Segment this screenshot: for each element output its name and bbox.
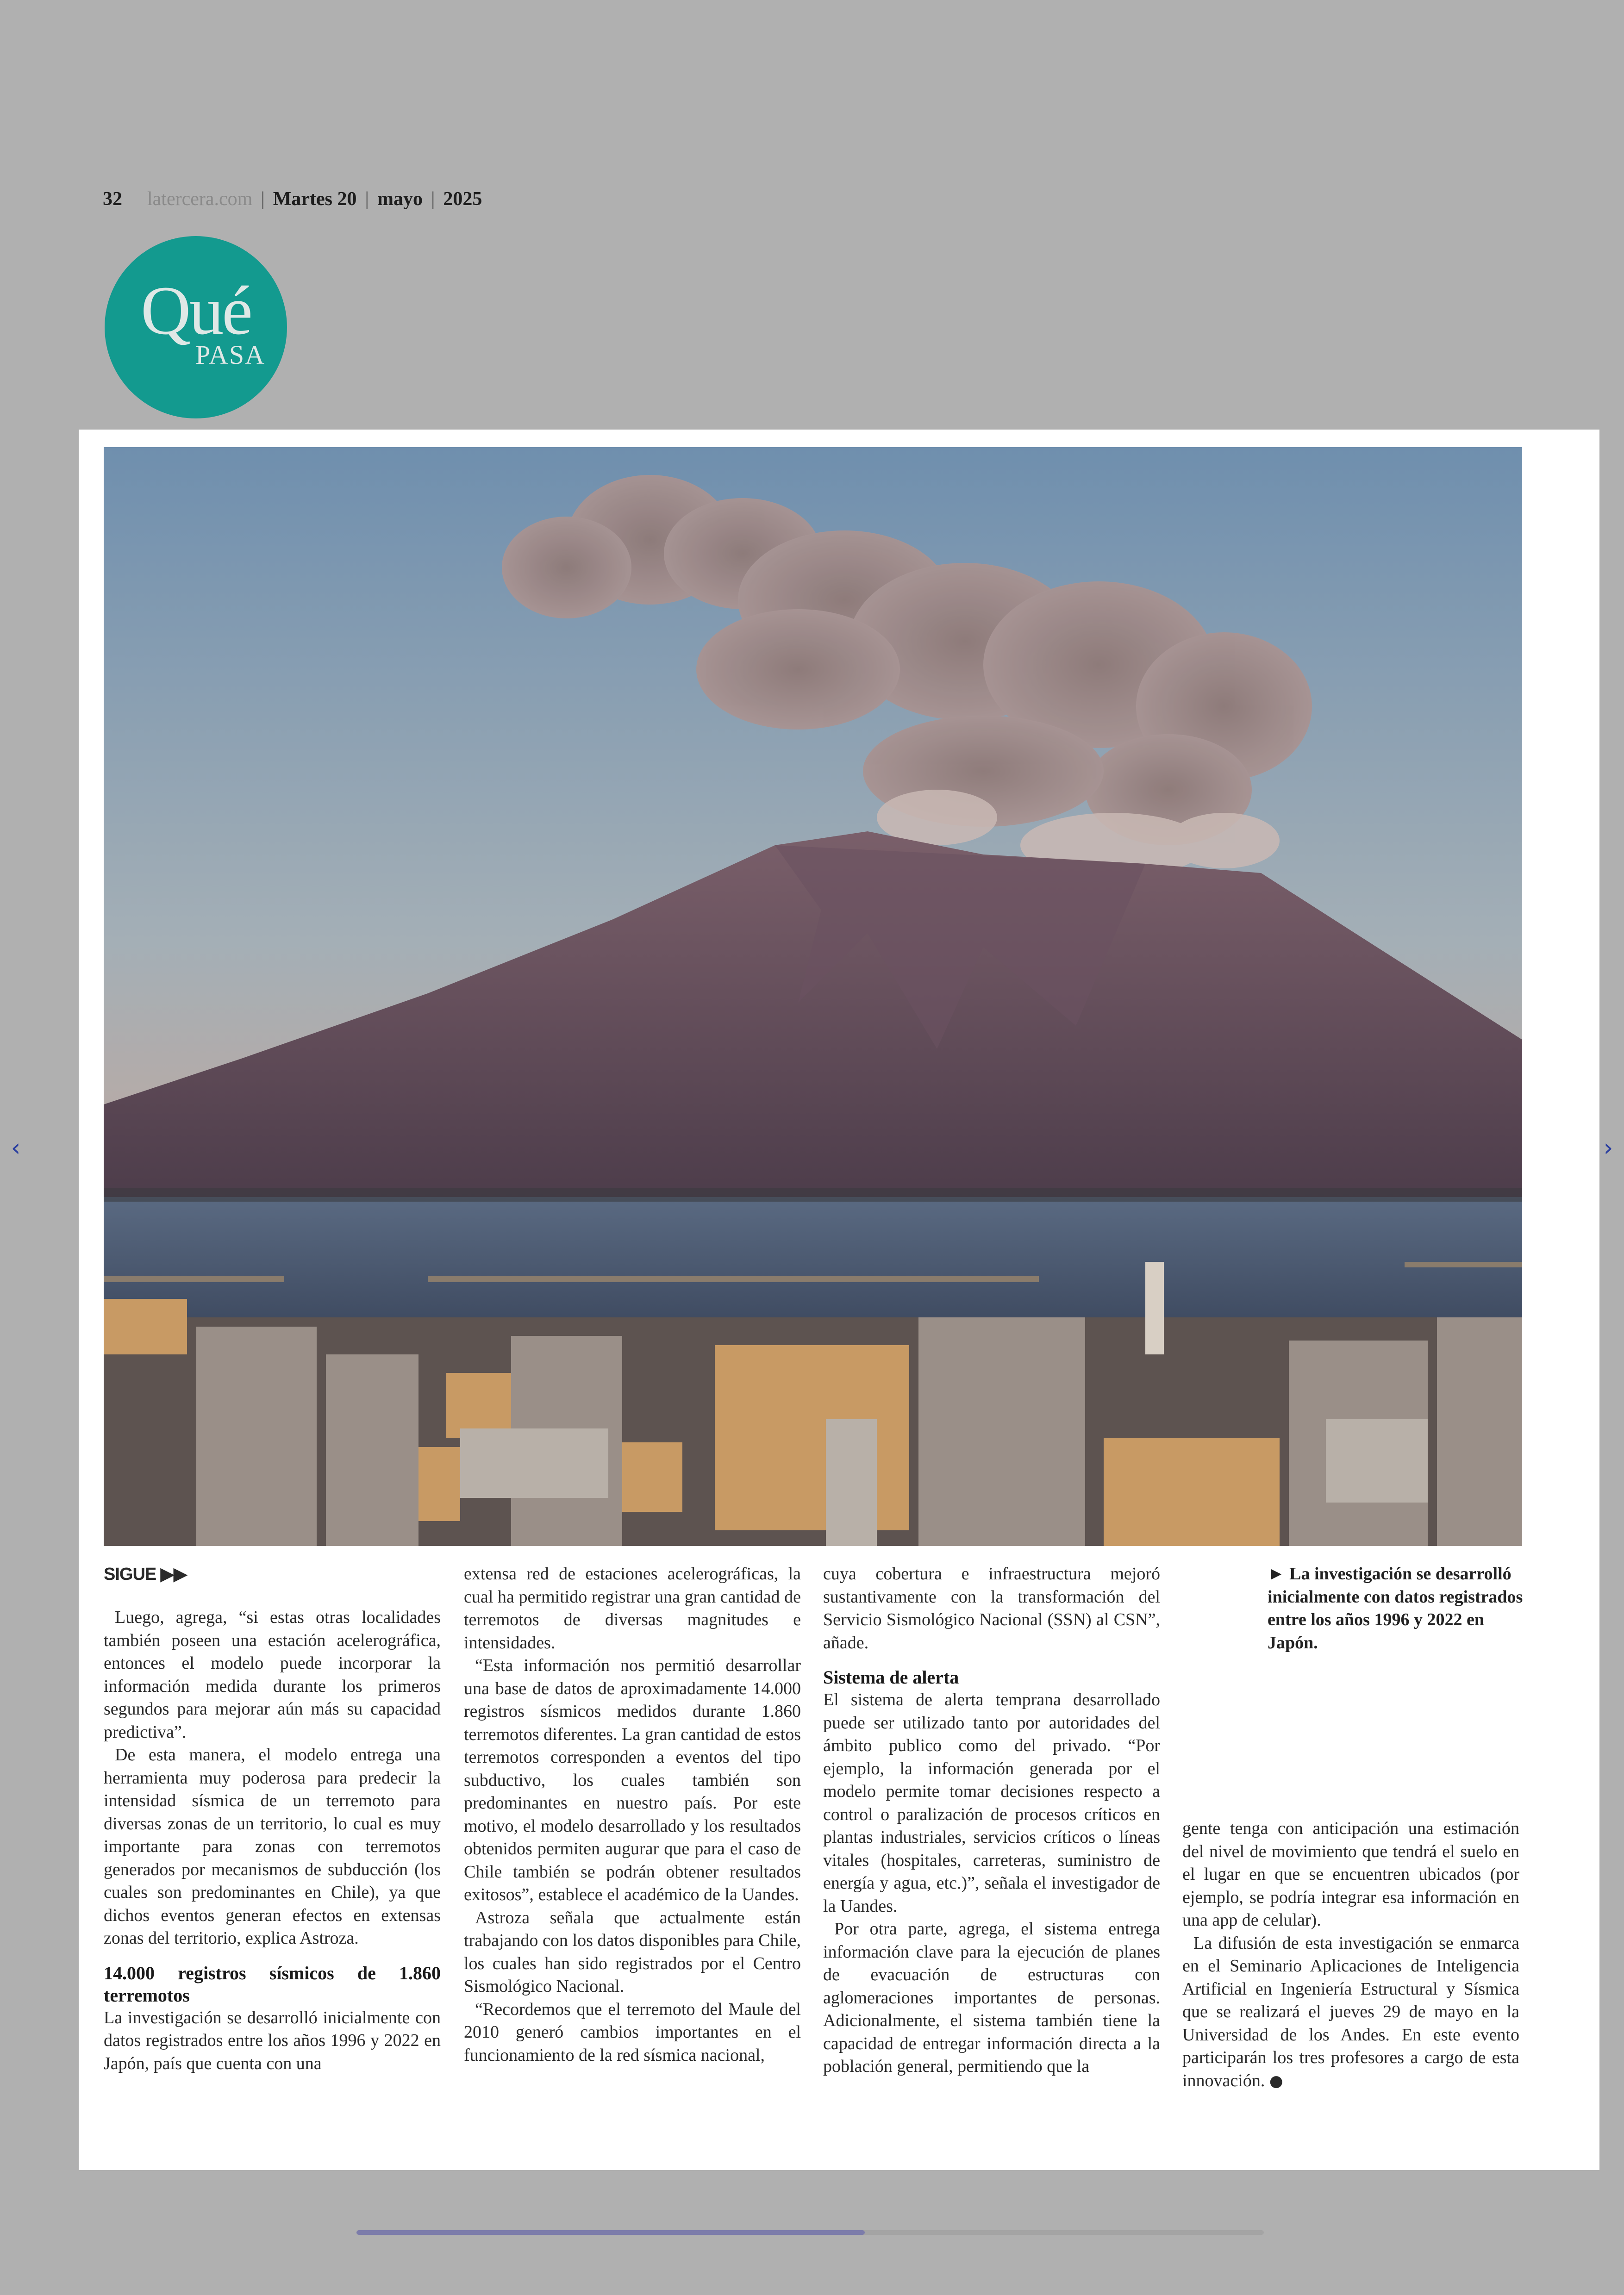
- paragraph: El sistema de alerta temprana desarrollado puede ser utilizado tanto por autoridades del ámbito publico como del privado. “Por ejemplo, la información generada por el modelo permite tomar decisiones respecto a control o paralización de procesos críticos en plantas industriales, servicios críticos o líneas vitales (hospitales, carreteras, suministro de energía y agua, etc.)”, señala el investigador de la Uandes.: [823, 1690, 1160, 1916]
- article-column-3: [823, 1563, 1160, 2078]
- article-column-1: [104, 1563, 441, 2075]
- page-number: 32: [103, 188, 122, 210]
- separator: |: [261, 188, 265, 210]
- paragraph: [1182, 1932, 1519, 2093]
- paragraph-text: La difusión de esta investigación se enmarca en el Seminario Aplicaciones de Inteligencia Artificial en Ingeniería Estructural y Sísmica que se realizará el jueves 29 de mayo en la Universidad de los Andes. En este evento participarán los tres profesores a cargo de esta innovación.: [1182, 1933, 1519, 2090]
- photo-caption: ► La investigación se desarrolló inicialmente con datos registrados entre los años 1996 y 2022 en Japón.: [1268, 1564, 1523, 1653]
- article-column-4: [1182, 1817, 1519, 2093]
- paragraph: Astroza señala que actualmente están trabajando con los datos disponibles para Chile, los cuales han sido registrados por el Centro Sismológico Nacional.: [464, 1908, 801, 1996]
- paragraph: cuya cobertura e infraestructura mejoró sustantivamente con la transformación del Servicio Sismológico Nacional (SSN) al CSN”, añade.: [823, 1564, 1160, 1653]
- scrollbar-thumb[interactable]: [356, 2230, 865, 2235]
- end-mark-icon: ●: [1269, 2071, 1283, 2090]
- section-logo: [105, 236, 287, 418]
- paragraph: “Recordemos que el terremoto del Maule del 2010 generó cambios importantes en el funcionamiento de la red sísmica nacional,: [464, 1999, 801, 2065]
- subheading: Sistema de alerta: [823, 1667, 959, 1688]
- next-page-button[interactable]: ›: [1603, 1134, 1613, 1162]
- paragraph: De esta manera, el modelo entrega una herramienta muy poderosa para predecir la intensidad sísmica de un terremoto para diversas zonas de un territorio, lo cual es muy importante para zonas con terremotos generados por mecanismos de subducción (los cuales son predominantes en Chile), ya que dichos eventos generan efectos en extensas zonas del territorio, explica Astroza.: [104, 1745, 441, 1948]
- date-weekday-day: Martes 20: [273, 188, 357, 210]
- article-column-2: [464, 1563, 801, 2067]
- separator: |: [431, 188, 435, 210]
- volcano-photo: [104, 447, 1522, 1546]
- paragraph: “Esta información nos permitió desarrollar una base de datos de aproximadamente 14.000 registros sísmicos medidos durante 1.860 terremotos diferentes. La gran cantidad de estos terremotos corresponden a eventos del tipo subductivo, los cuales también son predominantes en nuestro país. Por este motivo, el modelo desarrollado y los resultados obtenidos permiten augurar que para el caso de Chile también se podrán obtener resultados exitosos”, establece el académico de la Uandes.: [464, 1656, 801, 1904]
- newspaper-page: [79, 430, 1599, 2170]
- separator: |: [365, 188, 369, 210]
- paragraph: Luego, agrega, “si estas otras localidades también poseen una estación acelerográfica, entonces el modelo puede incorporar la información medida durante los primeros segundos para mejorar aún más su capacidad predictiva”.: [104, 1608, 441, 1742]
- page-scrollbar[interactable]: [356, 2230, 1264, 2235]
- logo-word-pasa: PASA: [195, 340, 265, 370]
- paragraph: extensa red de estaciones acelerográficas, la cual ha permitido registrar una gran cantidad de terremotos de diversas magnitudes e intensidades.: [464, 1564, 801, 1653]
- sigue-label: SIGUE ▶▶: [104, 1565, 187, 1584]
- page-header: [103, 185, 482, 213]
- date-year: 2025: [443, 188, 482, 210]
- previous-page-button[interactable]: ‹: [11, 1134, 21, 1162]
- paragraph: Por otra parte, agrega, el sistema entrega información clave para la ejecución de planes de evacuación de estructuras con aglomeraciones importantes de personas. Adicionalmente, el sistema también tiene la capacidad de entregar información directa a la población general, permitiendo que la: [823, 1919, 1160, 2076]
- paragraph: La investigación se desarrolló inicialmente con datos registrados entre los años 1996 y 2022 en Japón, país que cuenta con una: [104, 2008, 441, 2073]
- logo-word-que: Qué: [141, 272, 251, 349]
- date-month: mayo: [377, 188, 423, 210]
- site-name: latercera.com: [147, 188, 253, 210]
- subheading: 14.000 registros sísmicos de 1.860 terremotos: [104, 1962, 441, 2006]
- paragraph: gente tenga con anticipación una estimación del nivel de movimiento que tendrá el suelo en el lugar en que se encuentren ubicados (por ejemplo, se podría integrar esa información en una app de celular).: [1182, 1819, 1519, 1930]
